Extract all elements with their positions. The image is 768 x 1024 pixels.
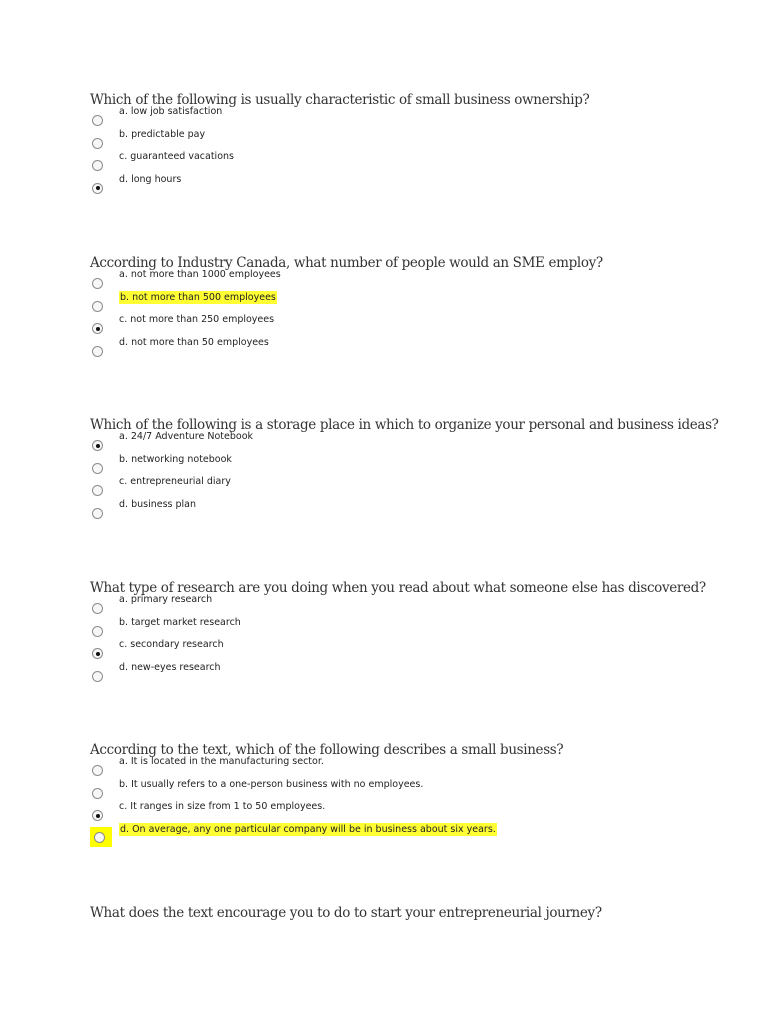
option-label: c. It ranges in size from 1 to 50 employees. — [119, 801, 326, 812]
question-2 — [90, 254, 750, 362]
option-label: a. low job satisfaction — [119, 106, 223, 117]
radio-button[interactable] — [92, 508, 103, 519]
radio-button-selected[interactable] — [92, 648, 103, 659]
option-label: c. not more than 250 employees — [119, 314, 275, 325]
radio-button[interactable] — [92, 671, 103, 682]
option-d[interactable] — [90, 823, 750, 850]
radio-button[interactable] — [92, 626, 103, 637]
question-4 — [90, 579, 750, 687]
question-6 — [90, 904, 750, 922]
answer-options — [90, 431, 750, 524]
radio-button-selected[interactable] — [92, 323, 103, 334]
question-text: Which of the following is a storage place in which to organize your personal and business ideas? — [90, 417, 719, 433]
option-d[interactable] — [90, 336, 750, 363]
question-text: What does the text encourage you to do to start your entrepreneurial journey? — [90, 905, 602, 921]
option-label: c. secondary research — [119, 639, 224, 650]
answer-options — [90, 269, 750, 362]
question-text: Which of the following is usually characteristic of small business ownership? — [90, 92, 590, 108]
option-d[interactable] — [90, 173, 750, 200]
option-label: c. entrepreneurial diary — [119, 476, 231, 487]
option-label: a. 24/7 Adventure Notebook — [119, 431, 254, 442]
option-c[interactable] — [90, 151, 750, 177]
radio-button[interactable] — [92, 278, 103, 289]
option-d[interactable] — [90, 498, 750, 525]
question-text: According to Industry Canada, what number of people would an SME employ? — [90, 255, 603, 271]
option-label: b. It usually refers to a one-person business with no employees. — [119, 778, 424, 790]
question-text: What type of research are you doing when you read about what someone else has discovered? — [90, 580, 706, 596]
option-label-highlighted: b. not more than 500 employees — [120, 291, 276, 303]
question-text: According to the text, which of the following describes a small business? — [90, 742, 564, 758]
option-d[interactable] — [90, 661, 750, 688]
question-5 — [90, 741, 750, 849]
option-label: b. predictable pay — [119, 128, 206, 140]
radio-button[interactable] — [92, 765, 103, 776]
radio-button[interactable] — [92, 301, 103, 312]
option-label: d. not more than 50 employees — [119, 336, 269, 348]
option-label: b. target market research — [119, 616, 241, 628]
radio-highlight — [90, 827, 112, 847]
radio-button[interactable] — [92, 603, 103, 614]
option-label-highlighted: d. On average, any one particular company will be in business about six years. — [120, 823, 496, 835]
radio-button[interactable] — [92, 788, 103, 799]
answer-options — [90, 106, 750, 199]
option-label: b. networking notebook — [119, 453, 232, 465]
answer-options — [90, 594, 750, 687]
radio-button[interactable] — [92, 138, 103, 149]
radio-button[interactable] — [94, 832, 105, 843]
question-3 — [90, 416, 750, 524]
option-label: c. guaranteed vacations — [119, 151, 234, 162]
option-label: a. primary research — [119, 594, 213, 605]
radio-button[interactable] — [92, 346, 103, 357]
radio-button-selected[interactable] — [92, 810, 103, 821]
question-1 — [90, 91, 750, 199]
radio-button[interactable] — [92, 115, 103, 126]
radio-button[interactable] — [92, 160, 103, 171]
radio-button-selected[interactable] — [92, 440, 103, 451]
answer-options — [90, 756, 750, 849]
option-label: a. It is located in the manufacturing sector. — [119, 756, 324, 767]
radio-button[interactable] — [92, 485, 103, 496]
option-label: d. new-eyes research — [119, 661, 221, 673]
option-label: d. long hours — [119, 173, 182, 185]
radio-button[interactable] — [92, 463, 103, 474]
option-label: a. not more than 1000 employees — [119, 269, 281, 280]
radio-button-selected[interactable] — [92, 183, 103, 194]
option-label: d. business plan — [119, 498, 197, 510]
